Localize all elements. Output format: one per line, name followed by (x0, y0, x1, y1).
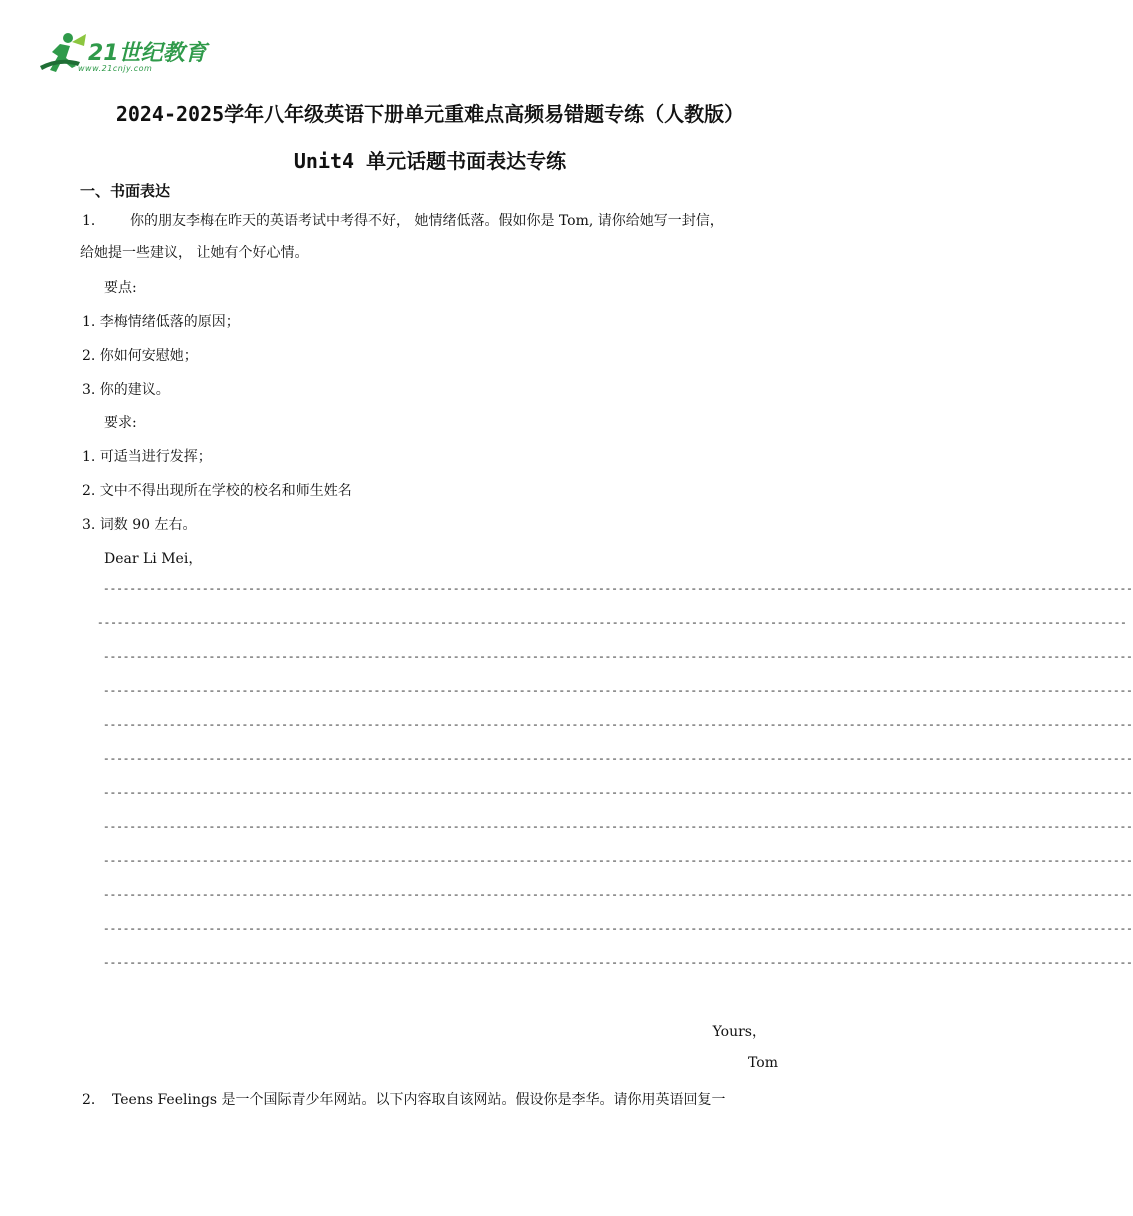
points-label: 要点: (104, 280, 137, 296)
point-item: 2. 你如何安慰她； (82, 348, 198, 364)
writing-line: ------------------------------------------------------------------------------------------------------------------------------------------------------------ (103, 788, 1133, 800)
writing-line: ------------------------------------------------------------------------------------------------------------------------------------------------------------ (103, 958, 1133, 970)
writing-line: ------------------------------------------------------------------------------------------------------------------------------------------------------------ (103, 686, 1133, 698)
salutation: Dear Li Mei， (104, 551, 203, 567)
writing-line: ------------------------------------------------------------------------------------------------------------------------------------------------------------ (103, 584, 1133, 596)
page-subtitle: Unit4 单元话题书面表达专练 (293, 149, 567, 173)
point-item: 1. 李梅情绪低落的原因； (82, 314, 240, 330)
page-title: 2024-2025学年八年级英语下册单元重难点高频易错题专练（人教版） (115, 102, 745, 126)
writing-line: ------------------------------------------------------------------------------------------------------------------------------------------------------------ (103, 720, 1133, 732)
writing-line: ------------------------------------------------------------------------------------------------------------------------------------------------------------ (103, 924, 1133, 936)
writing-line: ------------------------------------------------------------------------------------------------------------------------------------------------------------ (103, 754, 1133, 766)
writing-line: ------------------------------------------------------------------------------------------------------------------------------------------------------------ (103, 652, 1133, 664)
writing-line: ------------------------------------------------------------------------------------------------------------------------------------------------------------ (97, 618, 1127, 630)
point-item: 3. 你的建议。 (82, 382, 170, 398)
writing-line: ------------------------------------------------------------------------------------------------------------------------------------------------------------ (103, 856, 1133, 868)
signature: Tom (748, 1055, 778, 1071)
q1-text-line2: 给她提一些建议， 让她有个好心情。 (80, 245, 309, 261)
requirements-label: 要求: (104, 415, 137, 431)
q2-text-line1: Teens Feelings 是一个国际青少年网站。以下内容取自该网站。假设你是李华。请你用英语回复一 (112, 1092, 726, 1108)
requirement-item: 3. 词数 90 左右。 (82, 517, 197, 533)
requirement-item: 1. 可适当进行发挥； (82, 449, 212, 465)
q1-number: 1． (82, 213, 105, 229)
writing-line: ------------------------------------------------------------------------------------------------------------------------------------------------------------ (103, 890, 1133, 902)
requirement-item: 2. 文中不得出现所在学校的校名和师生姓名 (82, 483, 352, 499)
q1-text-line1: 你的朋友李梅在昨天的英语考试中考得不好， 她情绪低落。假如你是 Tom, 请你给她写一封信， (130, 213, 724, 229)
logo-brand-text: 21世纪教育 (88, 41, 207, 66)
closing: Yours， (712, 1024, 766, 1040)
writing-line: ------------------------------------------------------------------------------------------------------------------------------------------------------------ (103, 822, 1133, 834)
q2-number: 2． (82, 1092, 105, 1108)
logo-url: www.21cnjy.com (78, 64, 153, 73)
section-heading: 一、书面表达 (80, 182, 171, 200)
